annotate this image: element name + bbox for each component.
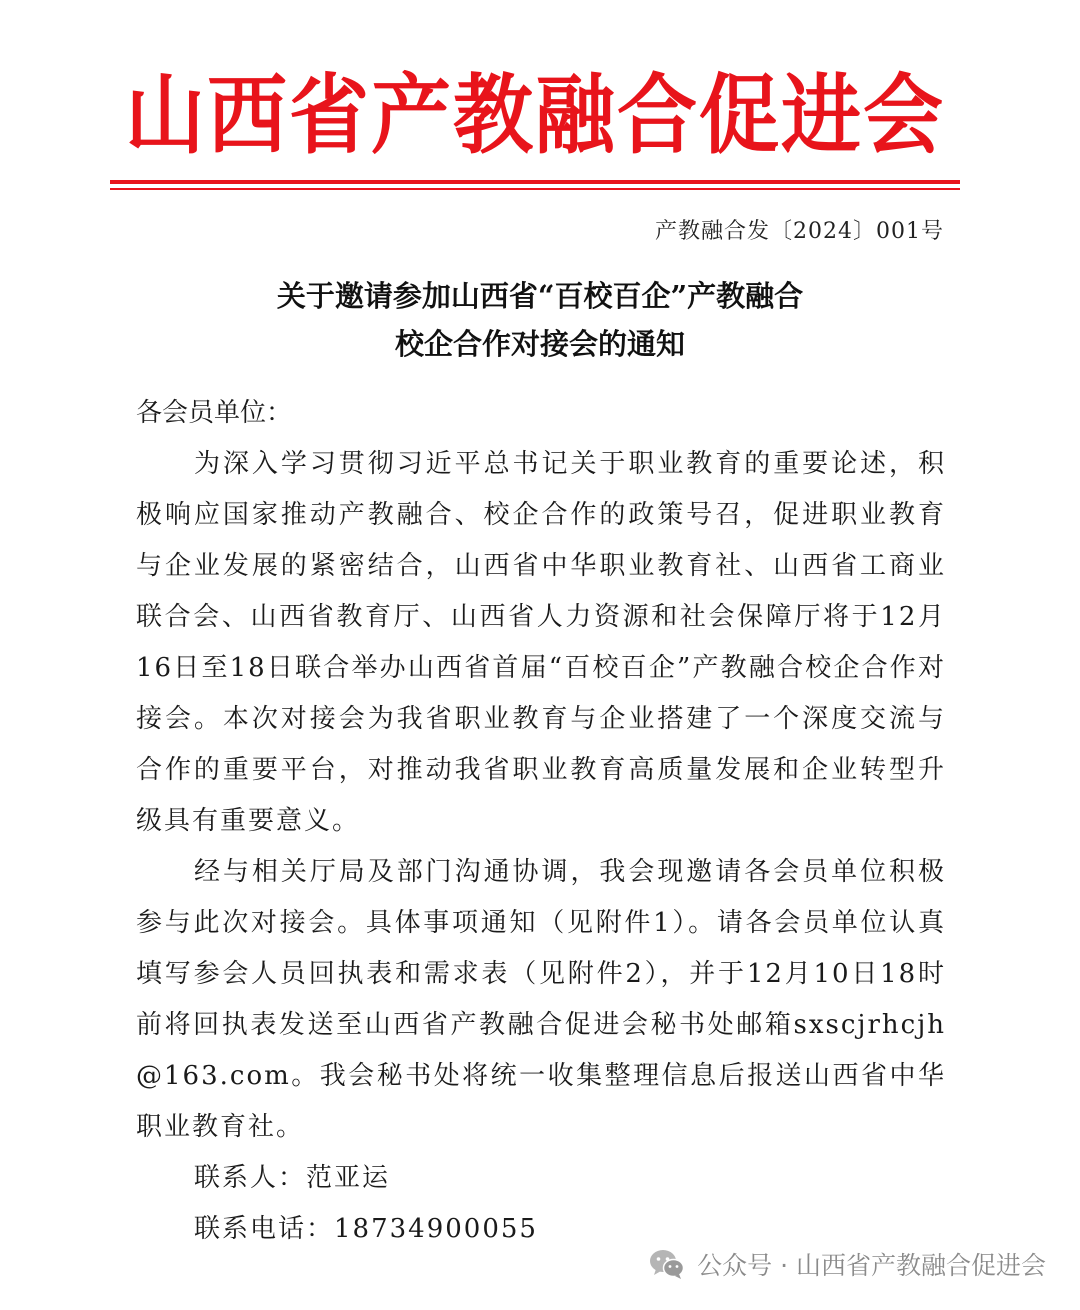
paragraph-invitation: 经与相关厅局及部门沟通协调，我会现邀请各会员单位积极参与此次对接会。具体事项通知（见附件1）。请各会员单位认真填写参会人员回执表和需求表（见附件2），并于12月10日18时前将回执表发送至山西省产教融合促进会秘书处邮箱sxscjrhcjh@163.com。我会秘书处将统一收集整理信息后报送山西省中华职业教育社。	[136, 857, 946, 1142]
watermark-text: 公众号 · 山西省产教融合促进会	[697, 1251, 1046, 1280]
salutation: 各会员单位：	[136, 398, 293, 428]
letterhead-rule-thin	[110, 188, 960, 190]
contact-phone: 联系电话：18734900055	[194, 1214, 538, 1244]
document-body	[136, 388, 946, 1255]
account-watermark	[649, 1246, 1046, 1282]
letterhead-rule-thick	[110, 180, 960, 184]
document-title-line-2: 校企合作对接会的通知	[394, 327, 685, 361]
organization-name: 山西省产教融合促进会	[125, 65, 945, 166]
wechat-icon	[649, 1248, 685, 1280]
letterhead	[110, 62, 960, 170]
paragraph-background: 为深入学习贯彻习近平总书记关于职业教育的重要论述，积极响应国家推动产教融合、校企合作的政策号召，促进职业教育与企业发展的紧密结合，山西省中华职业教育社、山西省工商业联合会、山西省教育厅、山西省人力资源和社会保障厅将于12月16日至18日联合举办山西省首届“百校百企”产教融合校企合作对接会。本次对接会为我省职业教育与企业搭建了一个深度交流与合作的重要平台，对推动我省职业教育高质量发展和企业转型升级具有重要意义。	[136, 449, 946, 836]
document-number: 产教融合发〔2024〕001号	[655, 219, 944, 244]
document-title-line-1: 关于邀请参加山西省“百校百企”产教融合	[276, 279, 804, 313]
document-title	[0, 272, 1080, 368]
contact-person: 联系人：范亚运	[194, 1163, 391, 1193]
